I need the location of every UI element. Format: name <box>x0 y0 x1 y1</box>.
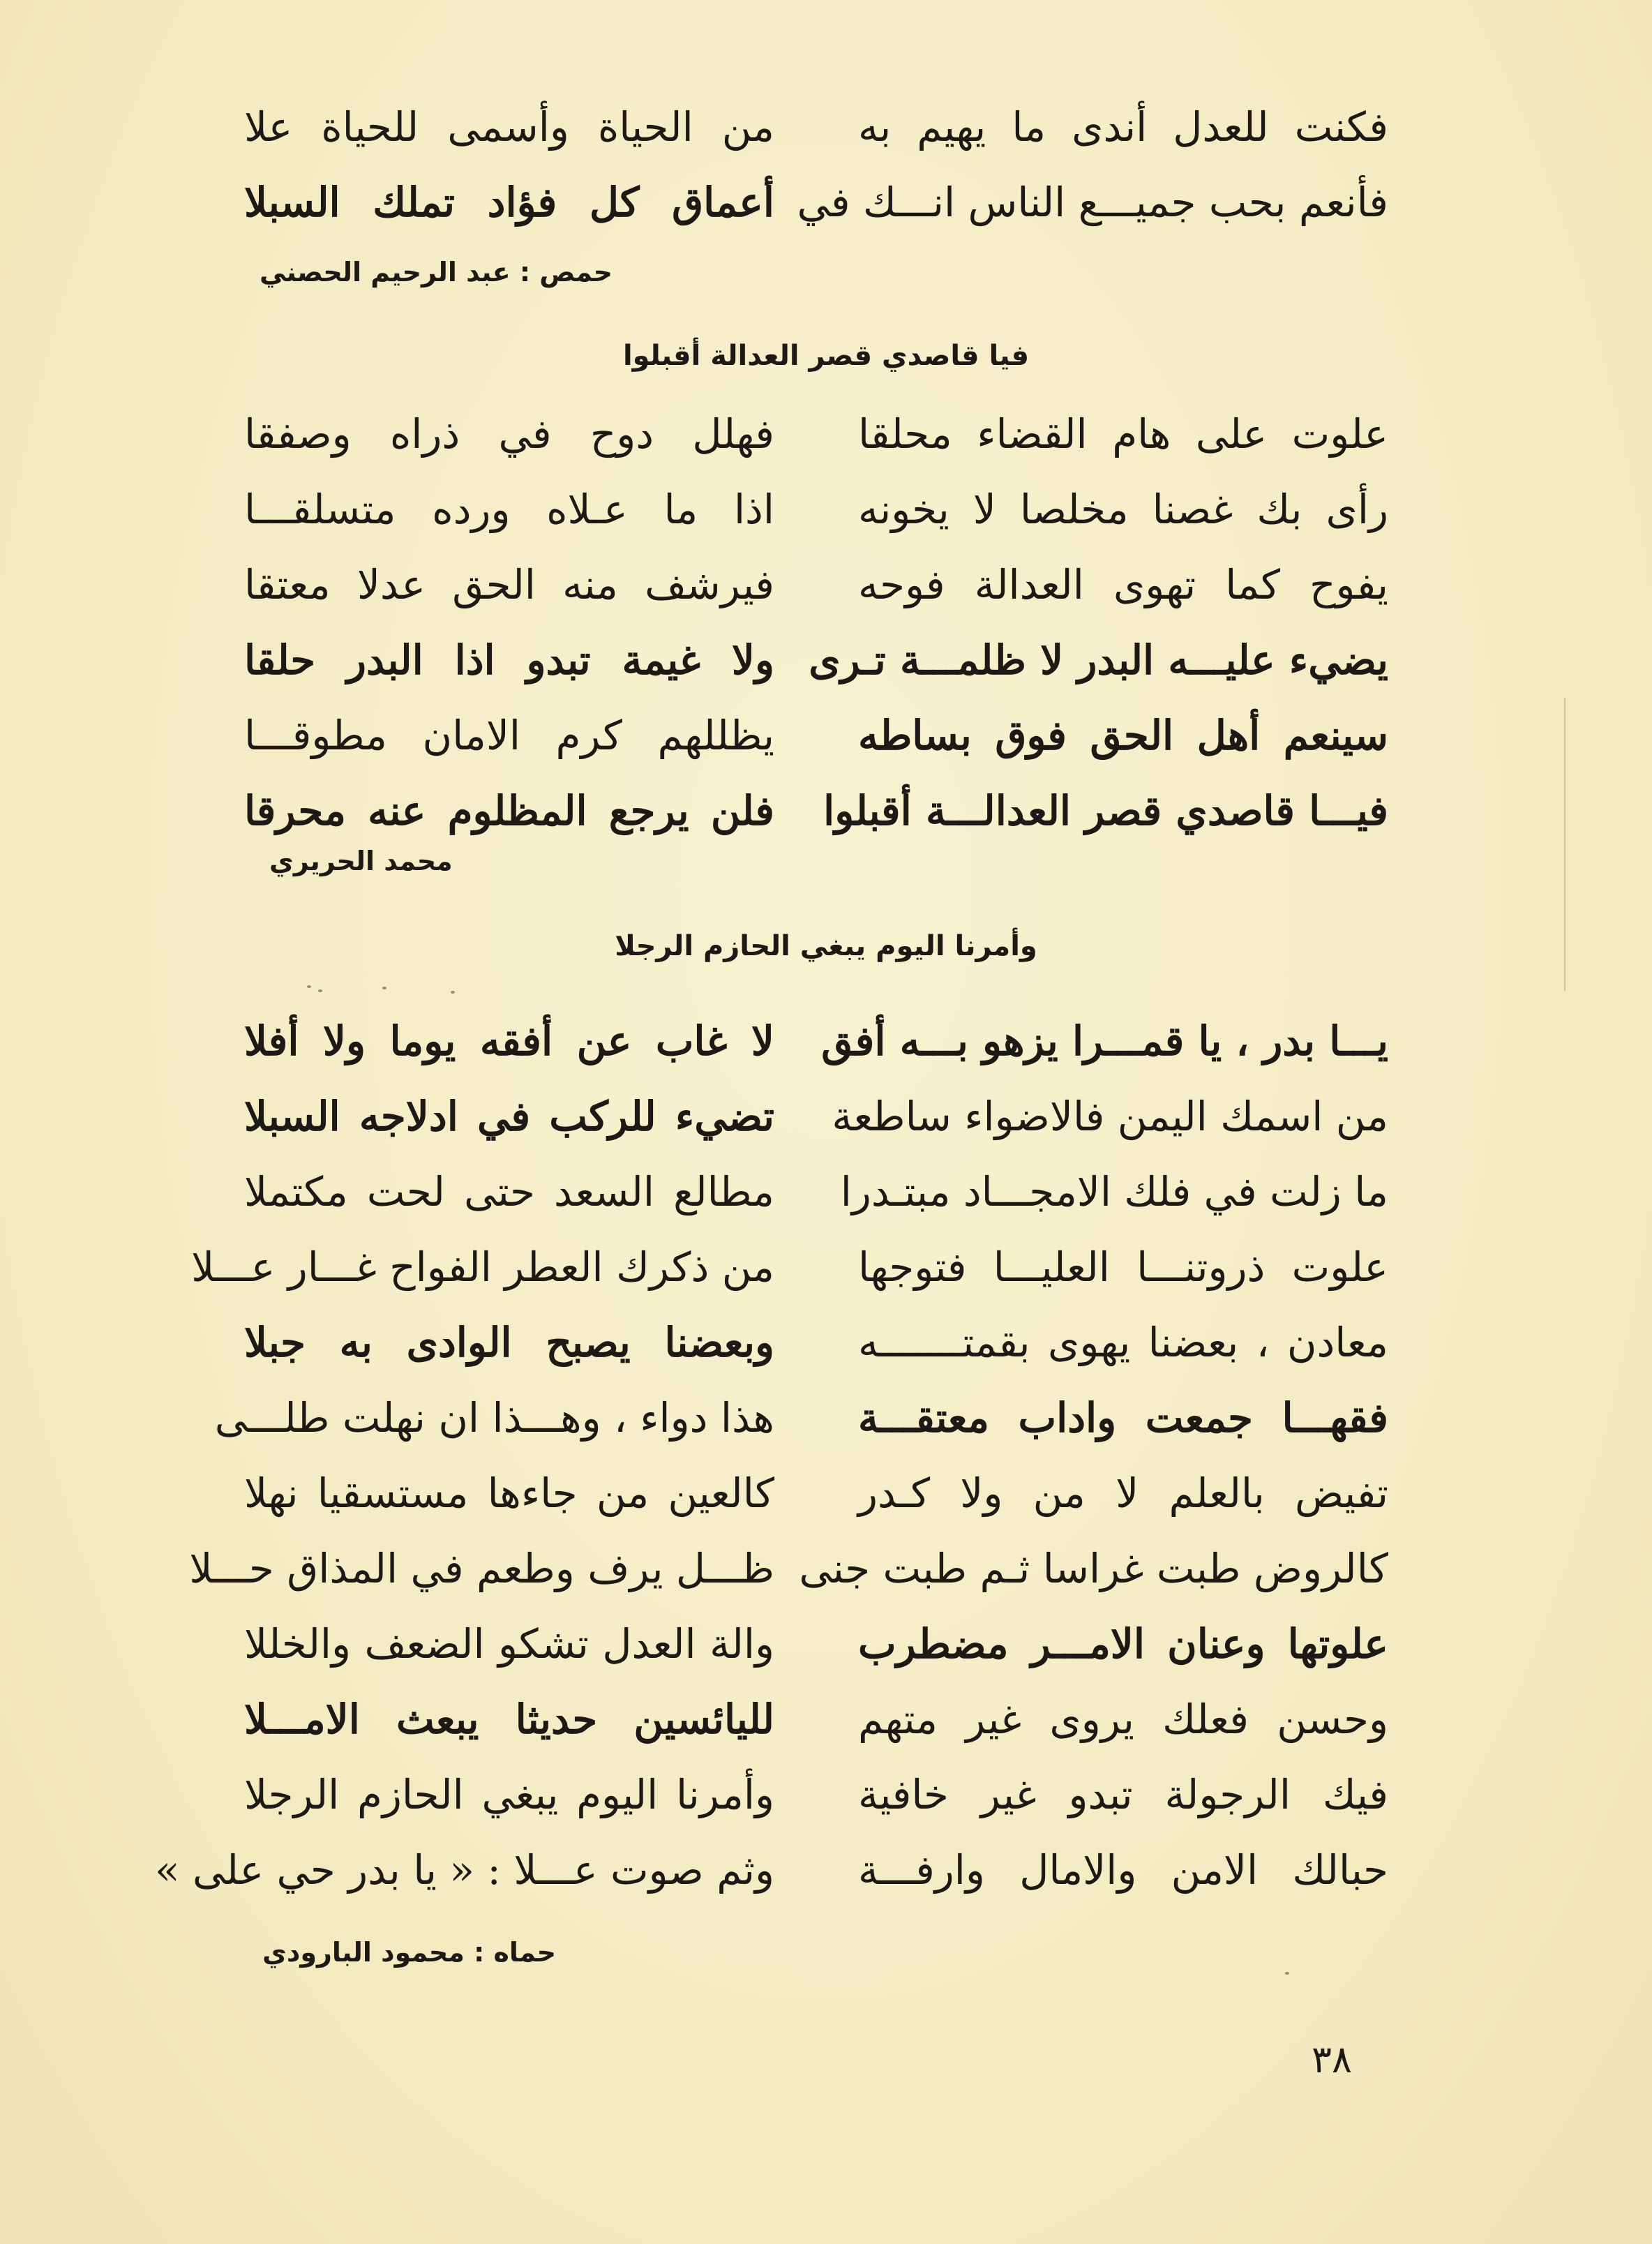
verse-couplet <box>230 773 1388 848</box>
verse-first-hemistich: علوت على هام القضاء محلقا <box>858 410 1388 458</box>
verse-couplet <box>230 1757 1388 1832</box>
verse-first-hemistich: سينعم أهل الحق فوق بساطه <box>858 712 1388 759</box>
verse-first-hemistich: علوتها وعنان الامـــر مضطرب <box>858 1620 1388 1668</box>
verse-first-hemistich: يضيء عليـــه البدر لا ظلمـــة تـرى <box>809 636 1388 684</box>
verse-second-hemistich: وأمرنا اليوم يبغي الحازم الرجلا <box>244 1771 774 1818</box>
verse-first-hemistich: فيـــا قاصدي قصر العدالـــة أقبلوا <box>823 787 1388 835</box>
verse-second-hemistich: من الحياة وأسمى للحياة علا <box>244 103 774 151</box>
verse-couplet <box>230 698 1388 773</box>
verse-couplet <box>230 622 1388 698</box>
verse-couplet <box>230 1682 1388 1757</box>
verse-first-hemistich: تفيض بالعلم لا من ولا كـدر <box>858 1469 1388 1517</box>
verse-second-hemistich: أعماق كل فؤاد تملك السبلا <box>244 179 774 226</box>
verse-couplet <box>230 1154 1388 1229</box>
poem-1-signature: حمص : عبد الرحيم الحصني <box>260 257 613 287</box>
verse-second-hemistich: مطالع السعد حتى لحت مكتملا <box>244 1168 774 1216</box>
verse-second-hemistich: لا غاب عن أفقه يوما ولا أفلا <box>244 1017 774 1065</box>
print-speck <box>382 987 386 989</box>
verse-second-hemistich: وبعضنا يصبح الوادى به جبلا <box>244 1319 774 1366</box>
verse-couplet <box>191 1229 1388 1305</box>
print-speck <box>1285 1972 1289 1975</box>
verse-first-hemistich: معادن ، بعضنا يهوى بقمتـــــــه <box>858 1319 1388 1366</box>
verse-first-hemistich: فقهـــا جمعت واداب معتقـــة <box>858 1394 1388 1442</box>
verse-second-hemistich: والة العدل تشكو الضعف والخللا <box>244 1620 774 1668</box>
verse-first-hemistich: ما زلت في فلك الامجـــاد مبتـدرا <box>840 1168 1388 1216</box>
poem-3-heading: وأمرنا اليوم يبغي الحازم الرجلا <box>615 930 1037 962</box>
verse-second-hemistich: فيرشف منه الحق عدلا معتقا <box>244 561 774 608</box>
print-speck <box>318 989 322 992</box>
verse-first-hemistich: وحسن فعلك يروى غير متهم <box>858 1696 1388 1743</box>
verse-first-hemistich: يـــا بدر ، يا قمـــرا يزهو بـــه أفق <box>821 1017 1388 1065</box>
verse-second-hemistich: فلن يرجع المظلوم عنه محرقا <box>244 787 774 835</box>
verse-couplet <box>230 89 1388 165</box>
verse-couplet <box>230 1456 1388 1531</box>
page-number: ٣٨ <box>1312 2037 1353 2081</box>
verse-couplet <box>230 1003 1388 1079</box>
verse-first-hemistich: رأى بك غصنا مخلصا لا يخونه <box>858 486 1388 533</box>
verse-second-hemistich: ولا غيمة تبدو اذا البدر حلقا <box>244 636 774 684</box>
verse-first-hemistich: فأنعم بحب جميـــع الناس انـــك في <box>797 179 1388 226</box>
poem-1-stanza <box>230 89 1388 240</box>
verse-second-hemistich: تضيء للركب في ادلاجه السبلا <box>244 1093 774 1140</box>
verse-couplet <box>230 472 1388 547</box>
poem-2-heading: فيا قاصدي قصر العدالة أقبلوا <box>622 340 1030 372</box>
paper-edge-mark <box>1564 698 1565 991</box>
print-speck <box>307 985 311 988</box>
verse-couplet <box>214 1380 1388 1456</box>
verse-first-hemistich: فكنت للعدل أندى ما يهيم به <box>858 103 1388 151</box>
verse-couplet <box>230 396 1388 472</box>
verse-second-hemistich: من ذكرك العطر الفواح غـــار عـــلا <box>191 1243 774 1291</box>
poem-2-signature: محمد الحريري <box>269 846 453 876</box>
verse-second-hemistich: ظـــل يرف وطعم في المذاق حـــلا <box>189 1545 774 1592</box>
verse-first-hemistich: فيك الرجولة تبدو غير خافية <box>858 1771 1388 1818</box>
verse-second-hemistich: لليائسين حديثا يبعث الامـــلا <box>244 1696 774 1743</box>
print-speck <box>451 991 455 994</box>
verse-second-hemistich: فهلل دوح في ذراه وصفقا <box>244 410 774 458</box>
poem-3-signature: حماه : محمود البارودي <box>262 1937 557 1968</box>
verse-couplet <box>230 1305 1388 1380</box>
verse-second-hemistich: اذا ما عـلاه ورده متسلقـــا <box>244 486 774 533</box>
verse-first-hemistich: علوت ذروتنـــا العليـــا فتوجها <box>858 1243 1388 1291</box>
poem-2-stanza <box>230 396 1388 848</box>
verse-second-hemistich: كالعين من جاءها مستسقيا نهلا <box>244 1469 774 1517</box>
verse-first-hemistich: من اسمك اليمن فالاضواء ساطعة <box>832 1093 1388 1140</box>
verse-couplet <box>230 1079 1388 1154</box>
verse-couplet <box>230 547 1388 622</box>
verse-couplet <box>189 1531 1388 1606</box>
verse-second-hemistich: هذا دواء ، وهـــذا ان نهلت طلـــى <box>214 1394 774 1442</box>
verse-first-hemistich: كالروض طبت غراسا ثـم طبت جنى <box>799 1545 1388 1592</box>
verse-first-hemistich: حبالك الامن والامال وارفـــة <box>858 1846 1388 1894</box>
verse-couplet <box>230 165 1388 240</box>
verse-second-hemistich: وثم صوت عـــلا : « يا بدر حي على » <box>155 1846 774 1894</box>
verse-couplet <box>230 1606 1388 1682</box>
verse-first-hemistich: يفوح كما تهوى العدالة فوحه <box>858 561 1388 608</box>
verse-couplet <box>155 1832 1388 1908</box>
verse-second-hemistich: يظللهم كرم الامان مطوقـــا <box>244 712 774 759</box>
poem-3-stanza <box>155 1003 1388 1908</box>
